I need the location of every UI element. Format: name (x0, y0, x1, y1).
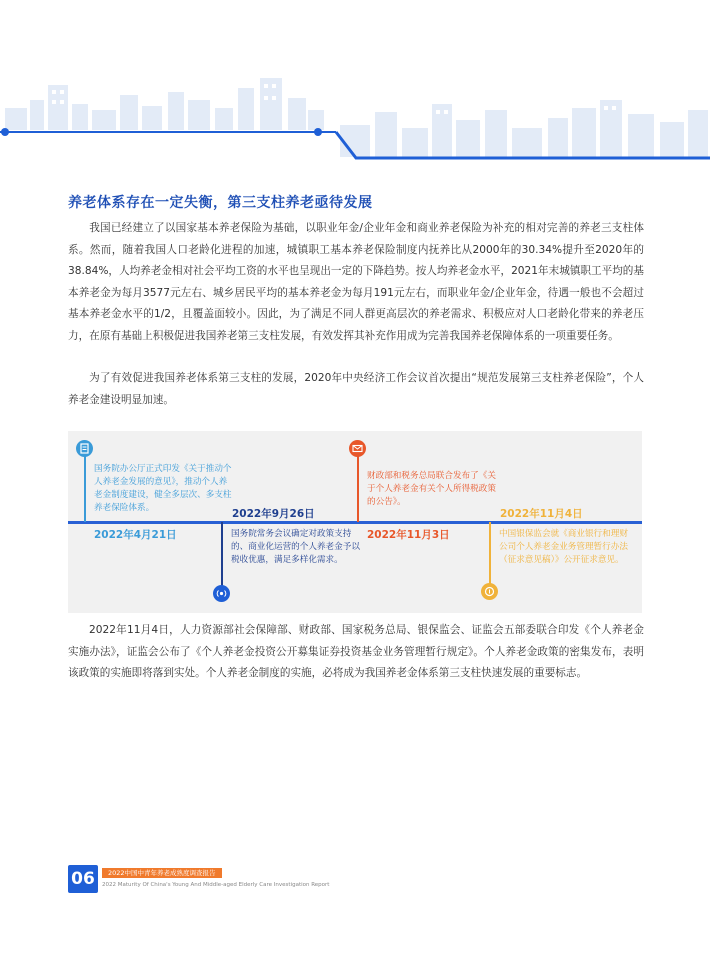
timeline-event-2-date: 2022年9月26日 (232, 508, 315, 520)
paragraph-3-text: 2022年11月4日，人力资源部社会保障部、财政部、国家税务总局、银保监会、证监会五部委联合印发《个人养老金实施办法》，证监会公布了《个人养老金投资公开募集证券投资基金业务管理暂行规定》。个人养老金政策的密集发布，表明该政策的实施即将落到实处。个人养老金制度的实施，必将成为我国养老金体系第三支柱快速发展的重要标志。 (68, 624, 644, 679)
paragraph-3 (68, 620, 644, 685)
report-subtitle: 2022 Maturity Of China's Young And Middle-aged Elderly Care Investigation Report (102, 882, 330, 888)
broadcast-icon (213, 585, 230, 602)
paragraph-1 (68, 218, 644, 347)
paragraph-1-text: 我国已经建立了以国家基本养老保险为基础，以职业年金/企业年金和商业养老保险为补充的相对完善的养老三支柱体系。然而，随着我国人口老龄化进程的加速，城镇职工基本养老保险制度内抚养比从2000年的30.34%提升至2020年的38.84%，人均养老金相对社会平均工资的水平也呈现出一定的下降趋势。按人均养老金水平，2021年末城镇职工平均的基本养老金为每月3577元左右、城乡居民平均的基本养老金为每月191元左右，而职业年金/企业年金，待遇一般也不会超过基本养老金水平的1/2，且覆盖面较小。因此，为了满足不同人群更高层次的养老需求、积极应对人口老龄化带来的养老压力，在原有基础上积极促进我国养老第三支柱发展，有效发挥其补充作用成为完善我国养老保障体系的一项重要任务。 (68, 222, 644, 342)
page-number: 06 (68, 865, 98, 893)
timeline-axis (68, 521, 642, 524)
timeline-event-1-date: 2022年4月21日 (94, 529, 177, 541)
section-heading: 养老体系存在一定失衡，第三支柱养老亟待发展 (68, 195, 373, 211)
skyline-banner (0, 70, 710, 170)
mail-icon (349, 440, 366, 457)
paragraph-2 (68, 368, 644, 411)
timeline-stem-3 (357, 452, 359, 522)
timeline-event-4-text: 中国银保监会就《商业银行和理财公司个人养老金业务管理暂行办法（征求意见稿）》公开征求意见。 (499, 529, 628, 565)
document-icon (76, 440, 93, 457)
timeline-event-1-text: 国务院办公厅正式印发《关于推动个人养老金发展的意见》，推动个人养老金制度建设，健全多层次、多支柱养老保险体系。 (94, 464, 232, 513)
timeline-event-4-date: 2022年11月4日 (500, 508, 583, 520)
timeline-event-3-text: 财政部和税务总局联合发布了《关于个人养老金有关个人所得税政策的公告》。 (367, 471, 496, 507)
timeline-stem-2 (221, 522, 223, 592)
report-tag: 2022中国中青年养老成熟度调查报告 (102, 868, 222, 878)
coin-icon (481, 583, 498, 600)
timeline-event-2-text: 国务院常务会议确定对政策支持的、商业化运营的个人养老金予以税收优惠，满足多样化需求。 (231, 529, 360, 565)
paragraph-2-text: 为了有效促进我国养老体系第三支柱的发展，2020年中央经济工作会议首次提出“规范发展第三支柱养老保险”，个人养老金建设明显加速。 (68, 372, 644, 406)
timeline-stem-4 (489, 522, 491, 588)
timeline-stem-1 (84, 452, 86, 522)
timeline-event-3-date: 2022年11月3日 (367, 529, 450, 541)
